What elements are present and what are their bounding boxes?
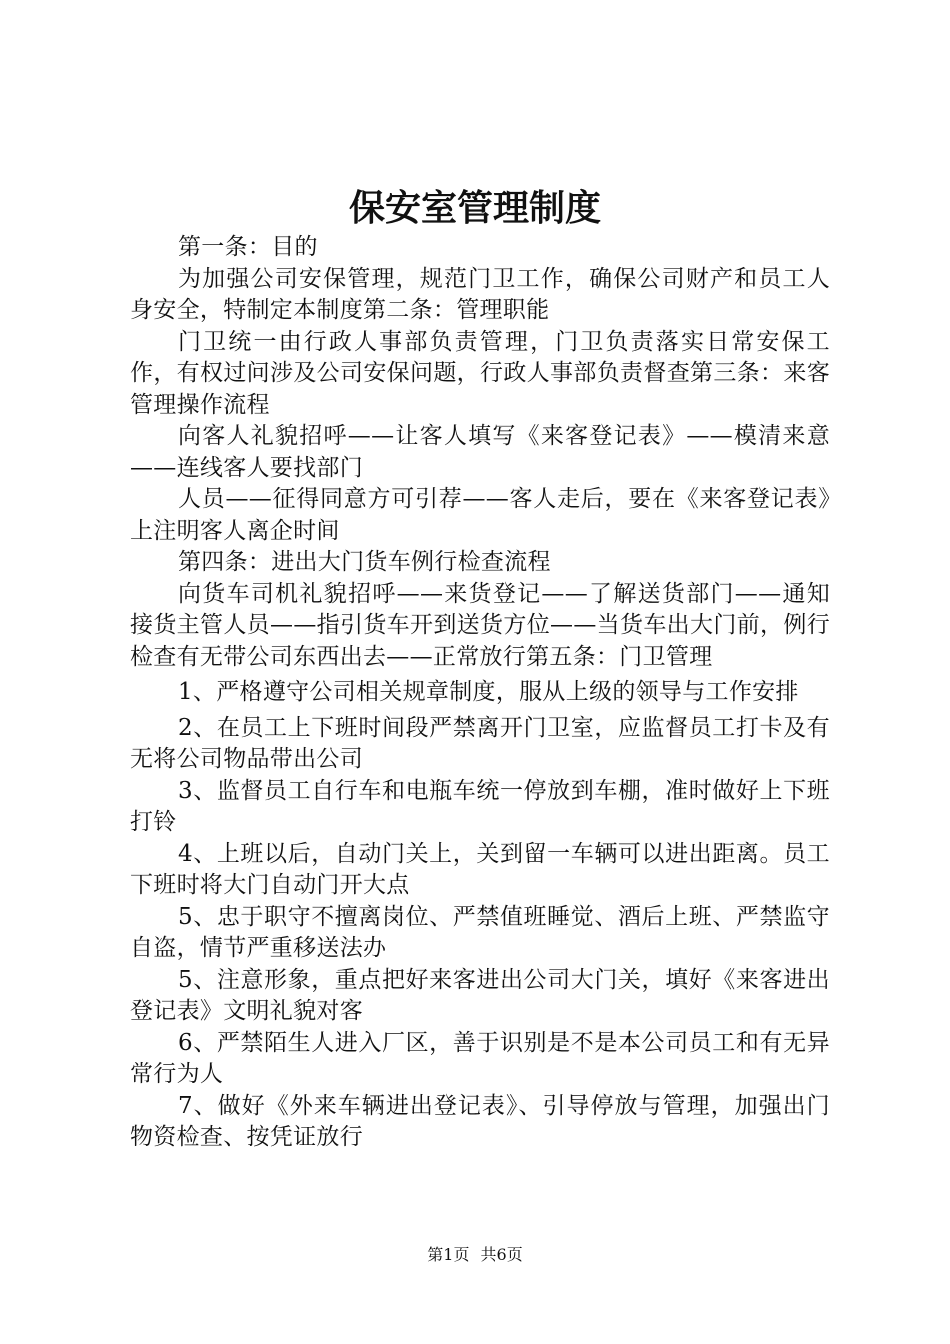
paragraph: 1、严格遵守公司相关规章制度，服从上级的领导与工作安排 (178, 679, 799, 705)
paragraph: 2、在员工上下班时间段严禁离开门卫室，应监督员工打卡及有无将公司物品带出公司 (130, 714, 830, 772)
paragraph: 4、上班以后，自动门关上，关到留一车辆可以进出距离。员工下班时将大门自动门开大点 (130, 840, 830, 898)
paragraph: 7、做好《外来车辆进出登记表》、引导停放与管理，加强出门物资检查、按凭证放行 (130, 1092, 830, 1150)
document-body (130, 232, 830, 1154)
paragraph: 向客人礼貌招呼——让客人填写《来客登记表》——模清来意——连线客人要找部门 (130, 423, 830, 481)
paragraph: 第四条：进出大门货车例行检查流程 (178, 549, 551, 575)
paragraph: 第一条：目的 (178, 234, 318, 260)
page-number: 第1页 (427, 1245, 470, 1264)
page-total: 共6页 (480, 1245, 523, 1264)
paragraph: 6、严禁陌生人进入厂区，善于识别是不是本公司员工和有无异常行为人 (130, 1029, 830, 1087)
paragraph: 门卫统一由行政人事部负责管理，门卫负责落实日常安保工作，有权过问涉及公司安保问题，行政人事部负责督查第三条：来客管理操作流程 (130, 328, 830, 418)
paragraph: 3、监督员工自行车和电瓶车统一停放到车棚，准时做好上下班打铃 (130, 777, 830, 835)
paragraph: 人员——征得同意方可引荐——客人走后，要在《来客登记表》上注明客人离企时间 (130, 486, 830, 544)
document-title: 保安室管理制度 (348, 187, 601, 229)
paragraph: 5、注意形象，重点把好来客进出公司大门关，填好《来客进出登记表》文明礼貌对客 (130, 966, 830, 1024)
page-footer (0, 1244, 950, 1266)
paragraph: 向货车司机礼貌招呼——来货登记——了解送货部门——通知接货主管人员——指引货车开到送货方位——当货车出大门前，例行检查有无带公司东西出去——正常放行第五条：门卫管理 (130, 580, 830, 670)
paragraph: 5、忠于职守不擅离岗位、严禁值班睡觉、酒后上班、严禁监守自盗，情节严重移送法办 (130, 903, 830, 961)
paragraph: 为加强公司安保管理，规范门卫工作，确保公司财产和员工人身安全，特制定本制度第二条：管理职能 (130, 265, 830, 323)
